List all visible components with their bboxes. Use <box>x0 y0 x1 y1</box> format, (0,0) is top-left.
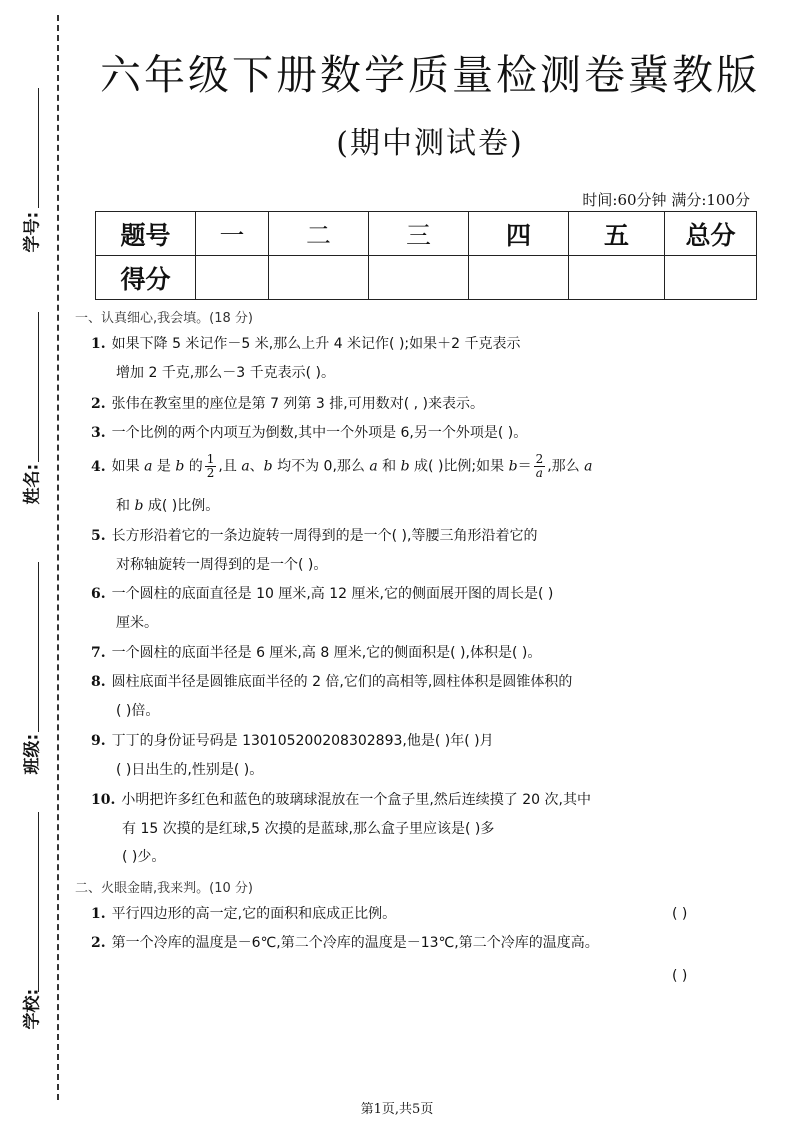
fraction-numerator: 2 <box>535 452 544 466</box>
question-line <box>91 733 494 750</box>
judge-answer-box[interactable]: ( ) <box>672 906 688 922</box>
question-number: 6. <box>91 586 106 602</box>
class-label: 班级: <box>22 733 43 775</box>
question-line <box>91 453 592 480</box>
question-line <box>116 703 159 720</box>
question-text: ,且 <box>218 458 242 475</box>
question-text: 如果下降 5 米记作－5 米,那么上升 4 米记作( );如果＋2 千克表示 <box>111 336 521 352</box>
score-cell[interactable] <box>569 256 665 300</box>
exam-timing: 时间:60分钟 满分:100分 <box>582 191 750 209</box>
section-heading: 二、火眼金睛,我来判。(10 分) <box>75 881 253 896</box>
question-text: 和 <box>377 458 401 475</box>
question-text: ( )日出生的,性别是( )。 <box>116 762 264 778</box>
variable-a: a <box>584 458 593 475</box>
question-line <box>91 906 396 923</box>
score-table <box>95 211 757 300</box>
binding-dashed-line <box>57 15 59 1100</box>
score-header-cell: 三 <box>369 212 469 256</box>
score-header-cell: 一 <box>196 212 269 256</box>
question-text: 和 <box>116 498 135 514</box>
question-line <box>91 586 553 603</box>
score-header-row <box>96 212 757 256</box>
score-cell[interactable] <box>469 256 569 300</box>
question-text: 长方形沿着它的一条边旋转一周得到的是一个( ),等腰三角形沿着它的 <box>111 528 538 544</box>
question-line <box>116 557 327 574</box>
fraction-denominator: 2 <box>206 466 215 480</box>
score-header-cell: 题号 <box>96 212 196 256</box>
question-text: 有 15 次摸的是红球,5 次摸的是蓝球,那么盒子里应该是( )多 <box>122 821 495 837</box>
school-line <box>38 812 39 992</box>
variable-a: a <box>369 458 378 475</box>
score-cell[interactable] <box>369 256 469 300</box>
variable-b: b <box>400 458 410 475</box>
score-cell[interactable] <box>665 256 757 300</box>
section-heading: 一、认真细心,我会填。(18 分) <box>75 311 253 326</box>
page-subtitle: (期中测试卷) <box>336 126 524 161</box>
question-number: 1. <box>91 906 106 922</box>
question-line <box>116 365 335 382</box>
judge-answer-box[interactable]: ( ) <box>672 968 688 984</box>
question-line <box>91 396 484 413</box>
variable-a: a <box>144 458 153 475</box>
question-number: 2. <box>91 935 106 951</box>
score-header-cell: 五 <box>569 212 665 256</box>
score-header-cell: 二 <box>269 212 369 256</box>
question-text: ,那么 <box>547 458 585 475</box>
question-text: 成( )比例;如果 <box>409 458 509 475</box>
variable-b: b <box>508 458 518 475</box>
question-text: ( )倍。 <box>116 703 160 719</box>
question-text: 一个圆柱的底面半径是 6 厘米,高 8 厘米,它的侧面积是( ),体积是( )。 <box>111 645 542 661</box>
question-number: 2. <box>91 396 106 412</box>
school-label: 学校: <box>22 988 43 1030</box>
question-text: 小明把许多红色和蓝色的玻璃球混放在一个盒子里,然后连续摸了 20 次,其中 <box>121 792 591 808</box>
question-text: 圆柱底面半径是圆锥底面半径的 2 倍,它们的高相等,圆柱体积是圆锥体积的 <box>111 674 573 690</box>
class-line <box>38 562 39 732</box>
question-line <box>116 762 263 779</box>
question-text: 平行四边形的高一定,它的面积和底成正比例。 <box>111 906 397 922</box>
fraction-two-over-a <box>534 453 546 480</box>
question-line <box>91 425 527 442</box>
question-text: 第一个冷库的温度是－6℃,第二个冷库的温度是－13℃,第二个冷库的温度高。 <box>111 935 599 951</box>
question-number: 5. <box>91 528 106 544</box>
question-text: 增加 2 千克,那么－3 千克表示( )。 <box>116 365 335 381</box>
question-text: 一个比例的两个内项互为倒数,其中一个外项是 6,另一个外项是( )。 <box>111 425 528 441</box>
variable-b: b <box>134 498 144 514</box>
question-text: 的 <box>184 458 203 475</box>
score-header-cell: 四 <box>469 212 569 256</box>
score-value-row <box>96 256 757 300</box>
question-number: 9. <box>91 733 106 749</box>
question-text: 丁丁的身份证号码是 130105200208302893,他是( )年( )月 <box>111 733 494 749</box>
variable-b: b <box>263 458 273 475</box>
question-line <box>116 615 158 632</box>
question-line <box>91 528 537 545</box>
question-text: 均不为 0,那么 <box>272 458 370 475</box>
question-line <box>116 498 219 515</box>
question-text: 一个圆柱的底面直径是 10 厘米,高 12 厘米,它的侧面展开图的周长是( ) <box>111 586 554 602</box>
score-cell[interactable] <box>196 256 269 300</box>
question-line <box>91 935 599 952</box>
score-cell[interactable] <box>269 256 369 300</box>
question-line <box>122 849 165 866</box>
score-header-cell: 总分 <box>665 212 757 256</box>
question-line <box>122 821 494 838</box>
name-label: 姓名: <box>22 463 43 505</box>
name-line <box>38 312 39 462</box>
student-id-line <box>38 88 39 208</box>
fraction-denominator: a <box>535 466 543 480</box>
variable-b: b <box>175 458 185 475</box>
question-text: 是 <box>152 458 176 475</box>
question-line <box>91 645 541 662</box>
question-number: 4. <box>91 458 106 475</box>
question-number: 1. <box>91 336 106 352</box>
question-line <box>91 792 591 809</box>
variable-a: a <box>241 458 250 475</box>
question-line <box>91 674 572 691</box>
question-text: 对称轴旋转一周得到的是一个( )。 <box>116 557 328 573</box>
question-text: 如果 <box>111 458 145 475</box>
question-number: 10. <box>91 792 116 808</box>
score-row-label: 得分 <box>96 256 196 300</box>
question-text: ( )少。 <box>122 849 166 865</box>
question-number: 7. <box>91 645 106 661</box>
page-title: 六年级下册数学质量检测卷冀教版 <box>100 51 760 99</box>
student-id-label: 学号: <box>22 211 43 253</box>
fraction-numerator: 1 <box>206 452 215 466</box>
question-text: 厘米。 <box>116 615 158 631</box>
equals-sign: ＝ <box>517 458 532 475</box>
question-number: 8. <box>91 674 106 690</box>
question-text: 、 <box>249 458 264 475</box>
fraction-one-half <box>205 453 217 480</box>
question-number: 3. <box>91 425 106 441</box>
question-text: 张伟在教室里的座位是第 7 列第 3 排,可用数对( , )来表示。 <box>111 396 484 412</box>
page-footer: 第1页,共5页 <box>360 1102 434 1117</box>
question-text: 成( )比例。 <box>143 498 220 514</box>
question-line <box>91 336 521 353</box>
